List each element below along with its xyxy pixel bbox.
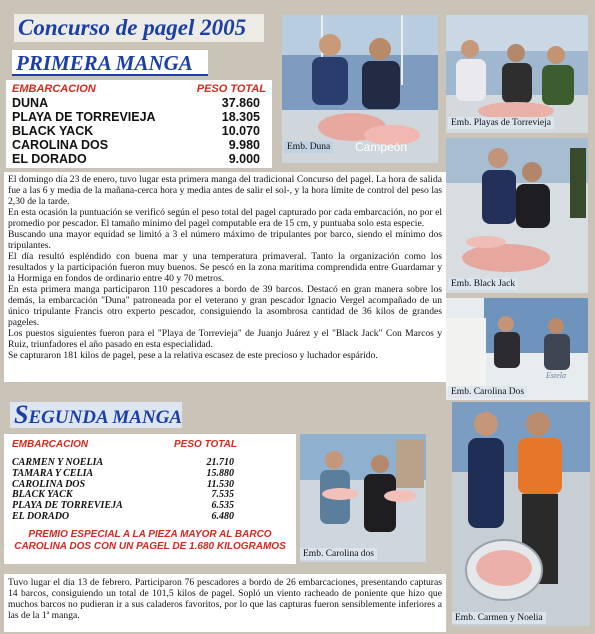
paragraph: El día resultó espléndido con buena mar y una temperatura primaveral. Tanto la organización como los resultados y la participación fueron muy buenos. Se pescó en la zona marítima comprendida entre Guardamar y la Hormiga en fondos de ordinario entre 40 y 70 metros.	[8, 251, 442, 284]
boat-weight: 7.535	[211, 489, 234, 501]
caption-carolina-2: Emb. Carolina dos	[300, 548, 377, 560]
segunda-heading-rest: EGUNDA MANGA	[28, 407, 183, 428]
photo-carolina-dos-2	[300, 434, 426, 562]
boat-name: PLAYA DE TORREVIEJA	[12, 500, 123, 512]
col-boat-header: EMBARCACION	[12, 439, 89, 450]
photo-black-jack	[446, 138, 588, 293]
segunda-manga-heading	[10, 402, 182, 428]
boat-weight: 6.535	[211, 500, 234, 512]
boat-weight: 6.480	[211, 510, 234, 522]
table-row	[12, 152, 266, 166]
primera-results-table	[6, 80, 272, 168]
photo-duna	[282, 15, 438, 163]
boat-name: BLACK YACK	[12, 489, 73, 501]
results-header	[12, 82, 266, 96]
table-row	[12, 96, 266, 110]
boat-weight: 15.880	[206, 467, 234, 479]
boat-weight: 10.070	[221, 124, 260, 138]
boat-name: EL DORADO	[12, 510, 70, 522]
col-weight-header: PESO TOTAL	[174, 439, 237, 450]
paragraph: Tuvo lugar el día 13 de febrero. Participaron 76 pescadores a bordo de 26 embarcaciones, presentando capturas 14 barcos, consiguiendo un total de 101,5 kilos de pagel. Sopló un viento racheado de poniente que hizo que muchos barcos no pudieran ir a sus caladeros favoritos, por lo que las capturas fueron sensiblemente inferiores a las de la 1ª manga.	[8, 577, 442, 621]
table-row	[12, 469, 288, 480]
prize-line-1: PREMIO ESPECIAL A LA PIEZA MAYOR AL BARCO	[28, 528, 272, 540]
boat-name: CAROLINA DOS	[12, 478, 86, 490]
segunda-results-table	[4, 434, 296, 564]
photo-carmen-image	[452, 402, 590, 626]
boat-weight: 18.305	[221, 110, 260, 124]
paragraph: En esta ocasión la puntuación se verificó según el peso total del pagel capturado por cada embarcación, no por el promedio por pescador. El tamaño mínimo del pagel computable era de 15 cm, y puntuaba solo esta especie.	[8, 207, 442, 229]
photo-carmen-noelia	[452, 402, 590, 626]
caption-playas: Emb. Playas de Torrevieja	[448, 117, 554, 129]
boat-name: BLACK YACK	[12, 124, 94, 138]
col-weight-header: PESO TOTAL	[196, 83, 266, 95]
caption-carmen: Emb. Carmen y Noelia	[452, 612, 546, 624]
paragraph: Se capturaron 181 kilos de pagel, pese a la relativa escasez de este precioso y luchador espárido.	[8, 350, 378, 361]
paragraph: Buscando una mayor equidad se limitó a 3 el número máximo de tripulantes por barco, siendo el mínimo dos tripulantes.	[8, 229, 442, 251]
segunda-article-text	[4, 574, 446, 632]
boat-name: PLAYA DE TORREVIEJA	[12, 110, 156, 124]
boat-weight: 37.860	[221, 96, 260, 110]
paragraph: En esta primera manga participaron 110 pescadores a bordo de 39 barcos. Destacó en gran manera sobre los demás, la embarcación "Duna" patroneada por el veterano y gran pescador Ignacio Vergel acompañado de un único tripulante Francis otro experto pescador, consiguiendo la asombrosa cantidad de 36 kilos de grandes pageles.	[8, 284, 442, 328]
caption-campeon: Campeón	[355, 140, 408, 154]
results-header	[12, 438, 288, 452]
photo-black-jack-image	[446, 138, 588, 293]
boat-weight: 9.000	[228, 152, 260, 166]
photo-carolina-2-image	[300, 434, 426, 562]
caption-carolina-1: Emb. Carolina Dos	[448, 386, 527, 398]
paragraph: Los puestos siguientes fueron para el "Playa de Torrevieja" de Juanjo Juárez y el "Black Jack" Con Marcos y Ruiz, triunfadores el año pasado en esta especialidad.	[8, 328, 442, 350]
caption-black-jack: Emb. Black Jack	[448, 278, 518, 290]
photo-playas-image	[446, 15, 588, 133]
photo-playas	[446, 15, 588, 133]
boat-name: EL DORADO	[12, 152, 87, 166]
svg-text:Estela: Estela	[546, 371, 566, 380]
prize-line-2: CAROLINA DOS CON UN PAGEL DE 1.680 KILOGRAMOS	[14, 540, 286, 552]
segunda-heading-initial: S	[14, 400, 29, 429]
boat-name: TAMARA Y CELIA	[12, 467, 94, 479]
primera-manga-heading: PRIMERA MANGA	[12, 50, 208, 76]
photo-carolina-dos-1	[446, 298, 588, 400]
boat-name: DUNA	[12, 96, 49, 110]
table-row	[12, 138, 266, 152]
table-row	[12, 110, 266, 124]
photo-carolina-1-image	[446, 298, 588, 400]
boat-weight: 21.710	[206, 457, 234, 468]
caption-duna: Emb. Duna	[284, 141, 333, 153]
paragraph: El domingo día 23 de enero, tuvo lugar esta primera manga del tradicional Concurso del pagel. La hora de salida fue a las 6 y media de la mañana-cerca hora y media antes de salir el sol-, y la hora límite de control del peso las 2,30 de la tarde.	[8, 174, 442, 207]
page-title: Concurso de pagel 2005	[14, 14, 264, 42]
col-boat-header: EMBARCACION	[12, 83, 96, 95]
boat-name: CAROLINA DOS	[12, 138, 109, 152]
special-prize-note	[12, 529, 288, 553]
boat-weight: 9.980	[228, 138, 260, 152]
primera-article-text	[4, 172, 446, 382]
table-row	[12, 124, 266, 138]
boat-name: CARMEN Y NOELIA	[12, 457, 104, 468]
boat-weight: 11.530	[207, 478, 234, 490]
table-row	[12, 512, 288, 523]
